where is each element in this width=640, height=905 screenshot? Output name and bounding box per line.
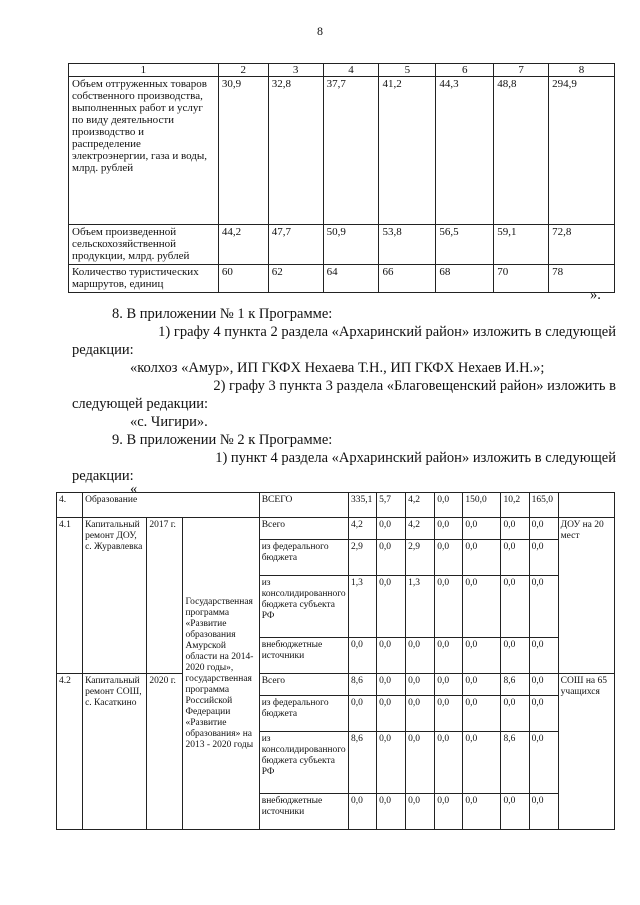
- value-cell: 0,0: [406, 696, 435, 732]
- value-cell: 8,6: [348, 732, 376, 794]
- value-cell: 0,0: [435, 732, 463, 794]
- program-name: Государственная программа «Развитие образования Амурской области на 2014-2020 годы», государственная программа Российской Федерации «Развитие образования» на 2013 - 2020 годы: [183, 518, 259, 830]
- value-cell: 0,0: [463, 518, 501, 540]
- funding-source: Всего: [259, 674, 348, 696]
- closing-quote: ».: [590, 287, 601, 303]
- value-cell: 0,0: [377, 674, 406, 696]
- column-header: 7: [494, 64, 549, 77]
- value-cell: 0,0: [529, 732, 558, 794]
- column-header: 1: [69, 64, 219, 77]
- value-cell: 0,0: [348, 638, 376, 674]
- value-cell: 0,0: [435, 518, 463, 540]
- value-cell: 0,0: [463, 638, 501, 674]
- funding-source: из федерального бюджета: [259, 540, 348, 576]
- value-cell: 0,0: [529, 518, 558, 540]
- value-cell: 10,2: [501, 493, 529, 518]
- value-cell: 37,7: [323, 77, 379, 225]
- value-cell: 0,0: [377, 794, 406, 830]
- paragraph-8-1-cont: редакции:: [72, 342, 134, 358]
- column-header: 5: [379, 64, 436, 77]
- value-cell: 8,6: [501, 674, 529, 696]
- paragraph-8-1: 1) графу 4 пункта 2 раздела «Архаринский район» изложить в следующей: [158, 324, 616, 340]
- value-cell: 4,2: [406, 518, 435, 540]
- value-cell: 0,0: [377, 576, 406, 638]
- program-table: [56, 492, 615, 830]
- row-number: 4.1: [57, 518, 83, 674]
- value-cell: 30,9: [218, 77, 268, 225]
- row-number: 4.: [57, 493, 83, 518]
- value-cell: 44,2: [218, 225, 268, 265]
- value-cell: 0,0: [529, 576, 558, 638]
- table-row: [69, 77, 615, 225]
- value-cell: 53,8: [379, 225, 436, 265]
- value-cell: 0,0: [529, 638, 558, 674]
- value-cell: 78: [549, 265, 615, 293]
- table-row: [69, 225, 615, 265]
- value-cell: 59,1: [494, 225, 549, 265]
- column-header: 6: [436, 64, 494, 77]
- paragraph-9: 9. В приложении № 2 к Программе:: [112, 432, 333, 448]
- value-cell: 64: [323, 265, 379, 293]
- value-cell: 0,0: [501, 794, 529, 830]
- value-cell: 48,8: [494, 77, 549, 225]
- funding-source: из консолидированного бюджета субъекта РФ: [259, 576, 348, 638]
- value-cell: 5,7: [377, 493, 406, 518]
- result-cell: ДОУ на 20 мест: [558, 518, 614, 674]
- indicator-name: Объем произведенной сельскохозяйственной продукции, млрд. рублей: [69, 225, 219, 265]
- indicator-name: Объем отгруженных товаров собственного производства, выполненных работ и услуг по виду деятельности производство и распределение электроэнергии, газа и воды, млрд. рублей: [69, 77, 219, 225]
- value-cell: 0,0: [435, 696, 463, 732]
- value-cell: 0,0: [406, 638, 435, 674]
- value-cell: 1,3: [406, 576, 435, 638]
- paragraph-8-2-text: «с. Чигири».: [130, 414, 208, 430]
- result-cell: СОШ на 65 учащихся: [558, 674, 614, 830]
- value-cell: 0,0: [501, 638, 529, 674]
- result-cell: [558, 493, 614, 518]
- value-cell: 70: [494, 265, 549, 293]
- funding-source: ВСЕГО: [259, 493, 348, 518]
- object-name: Капитальный ремонт ДОУ, с. Журавлевка: [83, 518, 147, 674]
- table-row: [57, 674, 615, 696]
- value-cell: 50,9: [323, 225, 379, 265]
- section-row: [57, 493, 615, 518]
- value-cell: 0,0: [435, 638, 463, 674]
- value-cell: 0,0: [377, 638, 406, 674]
- value-cell: 0,0: [463, 540, 501, 576]
- value-cell: 0,0: [529, 696, 558, 732]
- value-cell: 1,3: [348, 576, 376, 638]
- value-cell: 32,8: [268, 77, 323, 225]
- funding-source: из федерального бюджета: [259, 696, 348, 732]
- section-name: Образование: [83, 493, 260, 518]
- indicators-table: [68, 63, 615, 293]
- value-cell: 0,0: [377, 518, 406, 540]
- value-cell: 0,0: [435, 540, 463, 576]
- value-cell: 0,0: [406, 732, 435, 794]
- value-cell: 0,0: [377, 540, 406, 576]
- value-cell: 2,9: [348, 540, 376, 576]
- value-cell: 4,2: [406, 493, 435, 518]
- value-cell: 62: [268, 265, 323, 293]
- value-cell: 0,0: [501, 518, 529, 540]
- value-cell: 0,0: [463, 674, 501, 696]
- table-row: [57, 518, 615, 540]
- value-cell: 0,0: [529, 540, 558, 576]
- opening-quote: «: [130, 481, 138, 497]
- value-cell: 0,0: [348, 794, 376, 830]
- value-cell: 44,3: [436, 77, 494, 225]
- row-number: 4.2: [57, 674, 83, 830]
- value-cell: 0,0: [377, 732, 406, 794]
- value-cell: 41,2: [379, 77, 436, 225]
- value-cell: 0,0: [501, 576, 529, 638]
- value-cell: 0,0: [435, 493, 463, 518]
- value-cell: 0,0: [529, 794, 558, 830]
- value-cell: 0,0: [435, 674, 463, 696]
- value-cell: 0,0: [529, 674, 558, 696]
- value-cell: 2,9: [406, 540, 435, 576]
- paragraph-8-2: 2) графу 3 пункта 3 раздела «Благовещенский район» изложить в: [213, 378, 616, 394]
- value-cell: 0,0: [435, 794, 463, 830]
- value-cell: 0,0: [377, 696, 406, 732]
- year-cell: 2020 г.: [147, 674, 183, 830]
- year-cell: 2017 г.: [147, 518, 183, 674]
- column-header: 8: [549, 64, 615, 77]
- value-cell: 8,6: [348, 674, 376, 696]
- paragraph-8: 8. В приложении № 1 к Программе:: [112, 306, 333, 322]
- value-cell: 60: [218, 265, 268, 293]
- funding-source: внебюджетные источники: [259, 794, 348, 830]
- value-cell: 66: [379, 265, 436, 293]
- value-cell: 294,9: [549, 77, 615, 225]
- value-cell: 47,7: [268, 225, 323, 265]
- value-cell: 0,0: [435, 576, 463, 638]
- value-cell: 335,1: [348, 493, 376, 518]
- value-cell: 0,0: [501, 696, 529, 732]
- value-cell: 0,0: [348, 696, 376, 732]
- paragraph-8-2-cont: следующей редакции:: [72, 396, 209, 412]
- value-cell: 0,0: [463, 732, 501, 794]
- paragraph-8-1-text: «колхоз «Амур», ИП ГКФХ Нехаева Т.Н., ИП ГКФХ Нехаев И.Н.»;: [130, 360, 545, 376]
- value-cell: 0,0: [406, 794, 435, 830]
- value-cell: 0,0: [463, 576, 501, 638]
- indicator-name: Количество туристических маршрутов, единиц: [69, 265, 219, 293]
- column-header: 2: [218, 64, 268, 77]
- value-cell: 0,0: [406, 674, 435, 696]
- funding-source: внебюджетные источники: [259, 638, 348, 674]
- column-header: 3: [268, 64, 323, 77]
- value-cell: 165,0: [529, 493, 558, 518]
- table-row: [69, 265, 615, 293]
- value-cell: 72,8: [549, 225, 615, 265]
- value-cell: 4,2: [348, 518, 376, 540]
- column-header: 4: [323, 64, 379, 77]
- value-cell: 0,0: [463, 794, 501, 830]
- paragraph-9-1: 1) пункт 4 раздела «Архаринский район» изложить в следующей: [215, 450, 616, 466]
- value-cell: 150,0: [463, 493, 501, 518]
- value-cell: 8,6: [501, 732, 529, 794]
- value-cell: 56,5: [436, 225, 494, 265]
- funding-source: из консолидированного бюджета субъекта РФ: [259, 732, 348, 794]
- value-cell: 68: [436, 265, 494, 293]
- object-name: Капитальный ремонт СОШ, с. Касаткино: [83, 674, 147, 830]
- value-cell: 0,0: [463, 696, 501, 732]
- paragraph-9-1-cont: редакции:: [72, 468, 134, 484]
- table-header-row: [69, 64, 615, 77]
- page-number: 8: [317, 24, 323, 38]
- value-cell: 0,0: [501, 540, 529, 576]
- funding-source: Всего: [259, 518, 348, 540]
